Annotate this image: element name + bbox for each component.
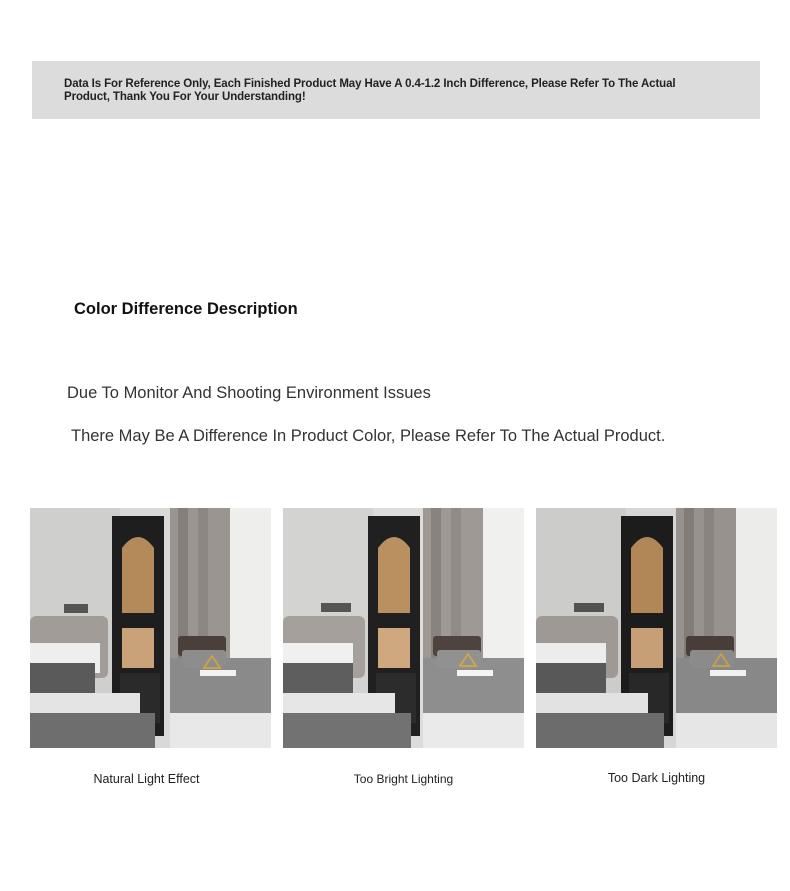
caption-too-bright: Too Bright Lighting xyxy=(353,772,454,786)
reference-notice-text: Data Is For Reference Only, Each Finished Product May Have A 0.4-1.2 Inch Difference, Please Refer To The Actual Product, Thank You For Your Understanding! xyxy=(64,78,676,103)
color-difference-line-1: Due To Monitor And Shooting Environment Issues xyxy=(67,384,431,402)
photo-too-dark xyxy=(536,508,777,748)
reference-notice-banner xyxy=(32,61,760,119)
color-difference-line-2: There May Be A Difference In Product Color, Please Refer To The Actual Product. xyxy=(71,427,666,445)
photo-too-bright xyxy=(283,508,524,748)
bedroom-scene-image xyxy=(283,508,524,748)
bedroom-scene-image xyxy=(536,508,777,748)
caption-natural-light: Natural Light Effect xyxy=(93,772,200,786)
photo-natural-light xyxy=(30,508,271,748)
caption-too-dark: Too Dark Lighting xyxy=(607,771,706,785)
bedroom-scene-image xyxy=(30,508,271,748)
color-difference-title: Color Difference Description xyxy=(74,300,298,318)
